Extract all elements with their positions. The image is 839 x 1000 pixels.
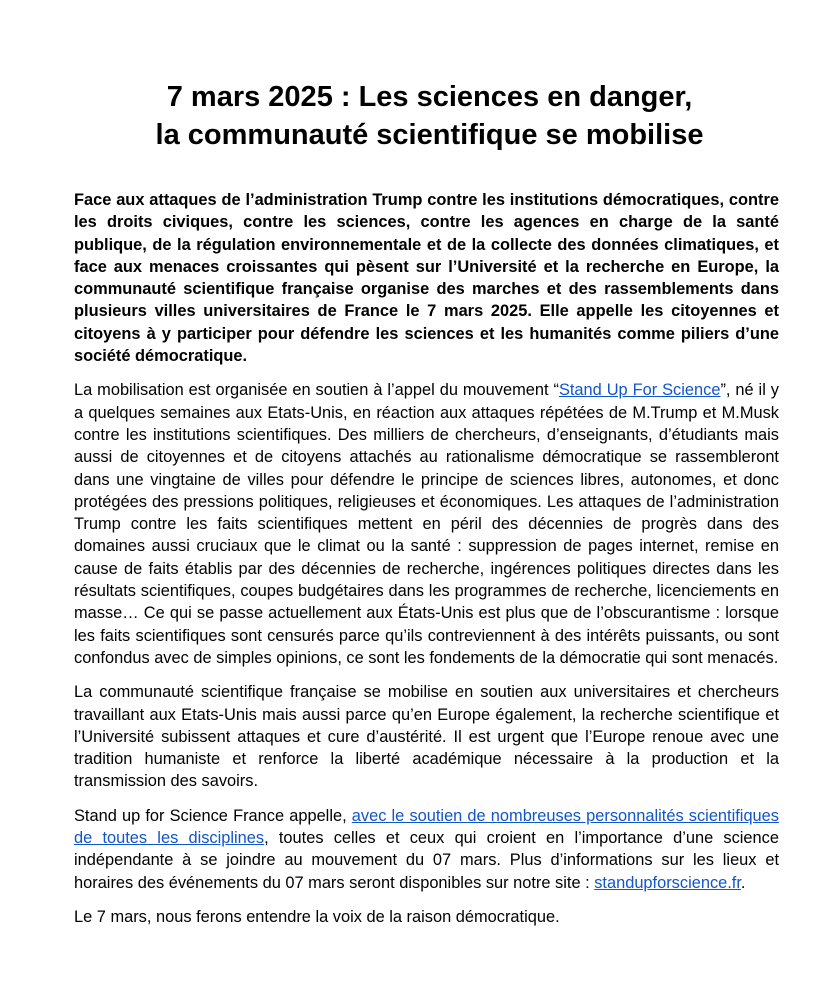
title-line-2: la communauté scientifique se mobilise: [155, 119, 704, 151]
community-paragraph: La communauté scientifique française se mobilise en soutien aux universitaires et chercheurs travaillant aux Etats-Unis mais aussi parce qu’en Europe également, la recherche scientifique et l’Université subissent attaques et cure d’austérité. Il est urgent que l’Europe renoue avec une tradition humaniste et renforce la liberté académique nécessaire à la production et la transmission des savoirs.: [74, 683, 779, 791]
call-paragraph: [74, 805, 779, 894]
closing-paragraph: Le 7 mars, nous ferons entendre la voix de la raison démocratique.: [74, 907, 560, 926]
call-text-middle: , toutes celles et ceux qui croient en l’importance d’une science indépendante à se joindre au mouvement du 07 mars. Plus d’informations sur les lieux et horaires des événements du 07 mars seront disponibles sur notre site :: [74, 829, 779, 892]
lead-paragraph: Face aux attaques de l’administration Trump contre les institutions démocratiques, contre les droits civiques, contre les sciences, contre les agences en charge de la santé publique, de la régulation environnementale et de la collecte des données climatiques, et face aux menaces croissantes qui pèsent sur l’Université et la recherche en Europe, la communauté scientifique française organise des marches et des rassemblements dans plusieurs villes universitaires de France le 7 mars 2025. Elle appelle les citoyennes et citoyens à y participer pour défendre les sciences et les humanités comme piliers d’une société démocratique.: [74, 191, 779, 366]
document-page: [74, 78, 779, 928]
mobilisation-text-start: La mobilisation est organisée en soutien à l’appel du mouvement “: [74, 381, 559, 400]
personalities-support-link[interactable]: avec le soutien de nombreuses personnalités scientifiques de toutes les disciplines: [74, 806, 779, 848]
website-link[interactable]: standupforscience.fr: [594, 873, 741, 892]
mobilisation-text-rest: ”, né il y a quelques semaines aux Etats-Unis, en réaction aux attaques répétées de M.Trump et M.Musk contre les institutions scientifiques. Des milliers de chercheurs, d’enseignants, d’étudiants mais aussi de citoyennes et de citoyens attachés au rationalisme démocratique se rassembleront dans une vingtaine de villes pour défendre le principe de sciences libres, autonomes, et donc protégées des pressions politiques, religieuses et économiques. Les attaques de l’administration Trump contre les faits scientifiques mettent en péril des décennies de progrès dans des domaines aussi cruciaux que le climat ou la santé : suppression de pages internet, remise en cause de faits établis par des décennies de recherche, ingérences politiques directes dans les résultats scientifiques, coupes budgétaires dans les programmes de recherche, licenciements en masse… Ce qui se passe actuellement aux États-Unis est plus que de l’obscurantisme : lorsque les faits scientifiques sont censurés parce qu’ils contreviennent à des intérêts puissants, ou sont confondus avec de simples opinions, ce sont les fondements de la démocratie qui sont menacés.: [74, 381, 779, 667]
title-line-1: 7 mars 2025 : Les sciences en danger,: [166, 81, 693, 113]
page-title: [74, 78, 779, 154]
stand-up-for-science-link[interactable]: Stand Up For Science: [558, 381, 721, 400]
call-text-end: .: [740, 873, 746, 892]
mobilisation-paragraph: [74, 379, 779, 669]
call-text-start: Stand up for Science France appelle,: [74, 806, 352, 825]
